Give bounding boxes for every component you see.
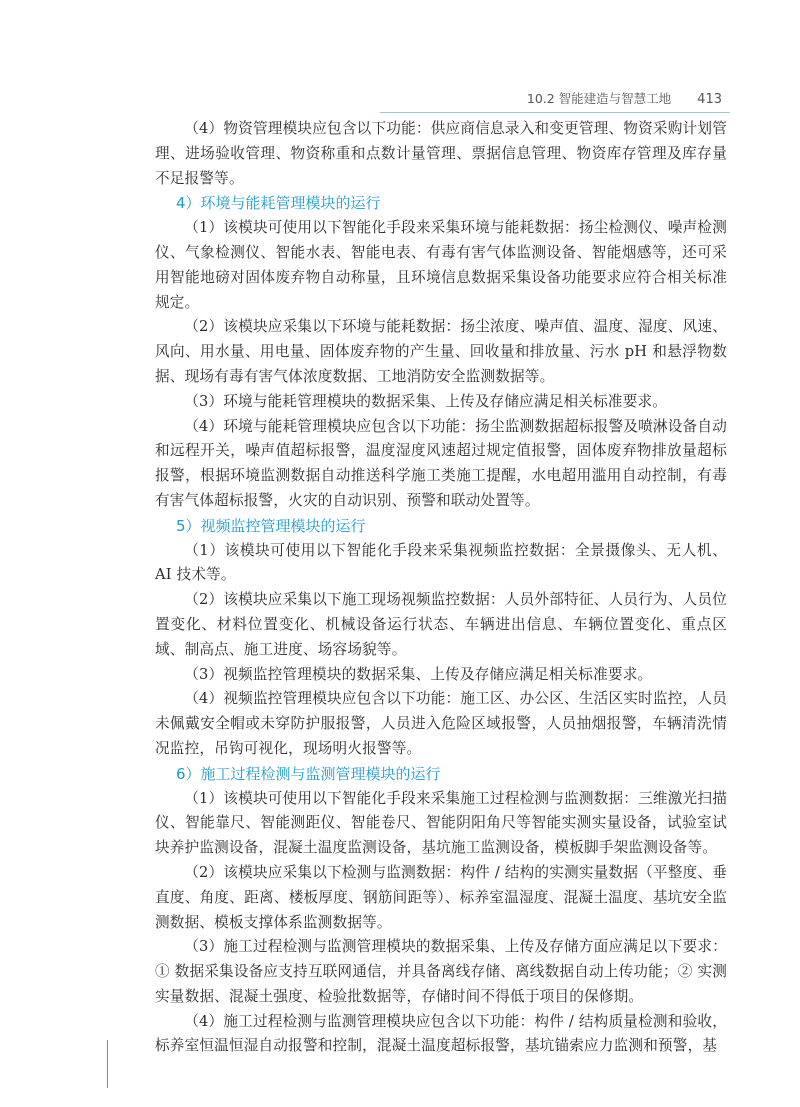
paragraph: （4）环境与能耗管理模块应包含以下功能：扬尘监测数据超标报警及喷淋设备自动和远程开关，噪声值超标报警，温度湿度风速超过规定值报警，固体废弃物排放量超标报警，根据环境监测数据自动推送科学施工类施工提醒，水电超用滥用自动控制，有毒有害气体超标报警，火灾的自动识别、预警和联动处置等。: [155, 417, 727, 509]
binding-edge-line: [107, 1040, 108, 1088]
section-heading: 6）施工过程检测与监测管理模块的运行: [176, 764, 441, 783]
section-heading: 4）环境与能耗管理模块的运行: [176, 194, 381, 213]
header-text: [527, 90, 722, 109]
paragraph: （1）该模块可使用以下智能化手段来采集视频监控数据：全景摄像头、无人机、AI 技术等。: [155, 541, 727, 584]
paragraph: （1）该模块可使用以下智能化手段来采集施工过程检测与监测数据：三维激光扫描仪、智能靠尺、智能测距仪、智能卷尺、智能阴阳角尺等智能实测实量设备，试验室试块养护监测设备，混凝土温度监测设备，基坑施工监测设备，模板脚手架监测设备等。: [155, 789, 727, 857]
running-head: 10.2 智能建造与智慧工地: [526, 91, 672, 106]
header-rule: [380, 112, 730, 113]
paragraph: （4）物资管理模块应包含以下功能：供应商信息录入和变更管理、物资采购计划管理、进场验收管理、物资称重和点数计量管理、票据信息管理、物资库存管理及库存量不足报警等。: [155, 120, 727, 187]
paragraph: （2）该模块应采集以下环境与能耗数据：扬尘浓度、噪声值、温度、湿度、风速、风向、用水量、用电量、固体废弃物的产生量、回收量和排放量、污水 pH 和悬浮物数据、现场有毒有害气体浓度数据、工地消防安全监测数据等。: [155, 318, 727, 385]
paragraph: （3）施工过程检测与监测管理模块的数据采集、上传及存储方面应满足以下要求：① 数据采集设备应支持互联网通信，并具备离线存储、离线数据自动上传功能；② 实测实量数据、混凝土强度、检验批数据等，存储时间不得低于项目的保修期。: [155, 938, 727, 1005]
paragraph: （2）该模块应采集以下检测与监测数据：构件 / 结构的实测实量数据（平整度、垂直度、角度、距离、楼板厚度、钢筋间距等）、标养室温湿度、混凝土温度、基坑安全监测数据、模板支撑体系监测数据等。: [155, 863, 727, 931]
paragraph: （4）施工过程检测与监测管理模块应包含以下功能：构件 / 结构质量检测和验收，标养室恒温恒湿自动报警和控制，混凝土温度超标报警，基坑锚索应力监测和预警，基: [155, 1012, 727, 1055]
page-header: [0, 90, 800, 114]
paragraph: （2）该模块应采集以下施工现场视频监控数据：人员外部特征、人员行为、人员位置变化、材料位置变化、机械设备运行状态、车辆进出信息、车辆位置变化、重点区域、制高点、施工进度、场容场貌等。: [155, 591, 727, 658]
page-number: 413: [697, 92, 722, 107]
paragraph: （1）该模块可使用以下智能化手段来采集环境与能耗数据：扬尘检测仪、噪声检测仪、气象检测仪、智能水表、智能电表、有毒有害气体监测设备、智能烟感等，还可采用智能地磅对固体废弃物自动称量，且环境信息数据采集设备功能要求应符合相关标准规定。: [155, 219, 727, 311]
section-heading: 5）视频监控管理模块的运行: [176, 516, 366, 535]
page-body: [155, 117, 727, 1059]
paragraph: （4）视频监控管理模块应包含以下功能：施工区、办公区、生活区实时监控，人员未佩戴安全帽或未穿防护服报警，人员进入危险区域报警，人员抽烟报警，车辆清洗情况监控，吊钩可视化，现场明火报警等。: [155, 690, 727, 757]
paragraph: （3）视频监控管理模块的数据采集、上传及存储应满足相关标准要求。: [184, 665, 653, 683]
paragraph: （3）环境与能耗管理模块的数据采集、上传及存储应满足相关标准要求。: [184, 392, 668, 410]
